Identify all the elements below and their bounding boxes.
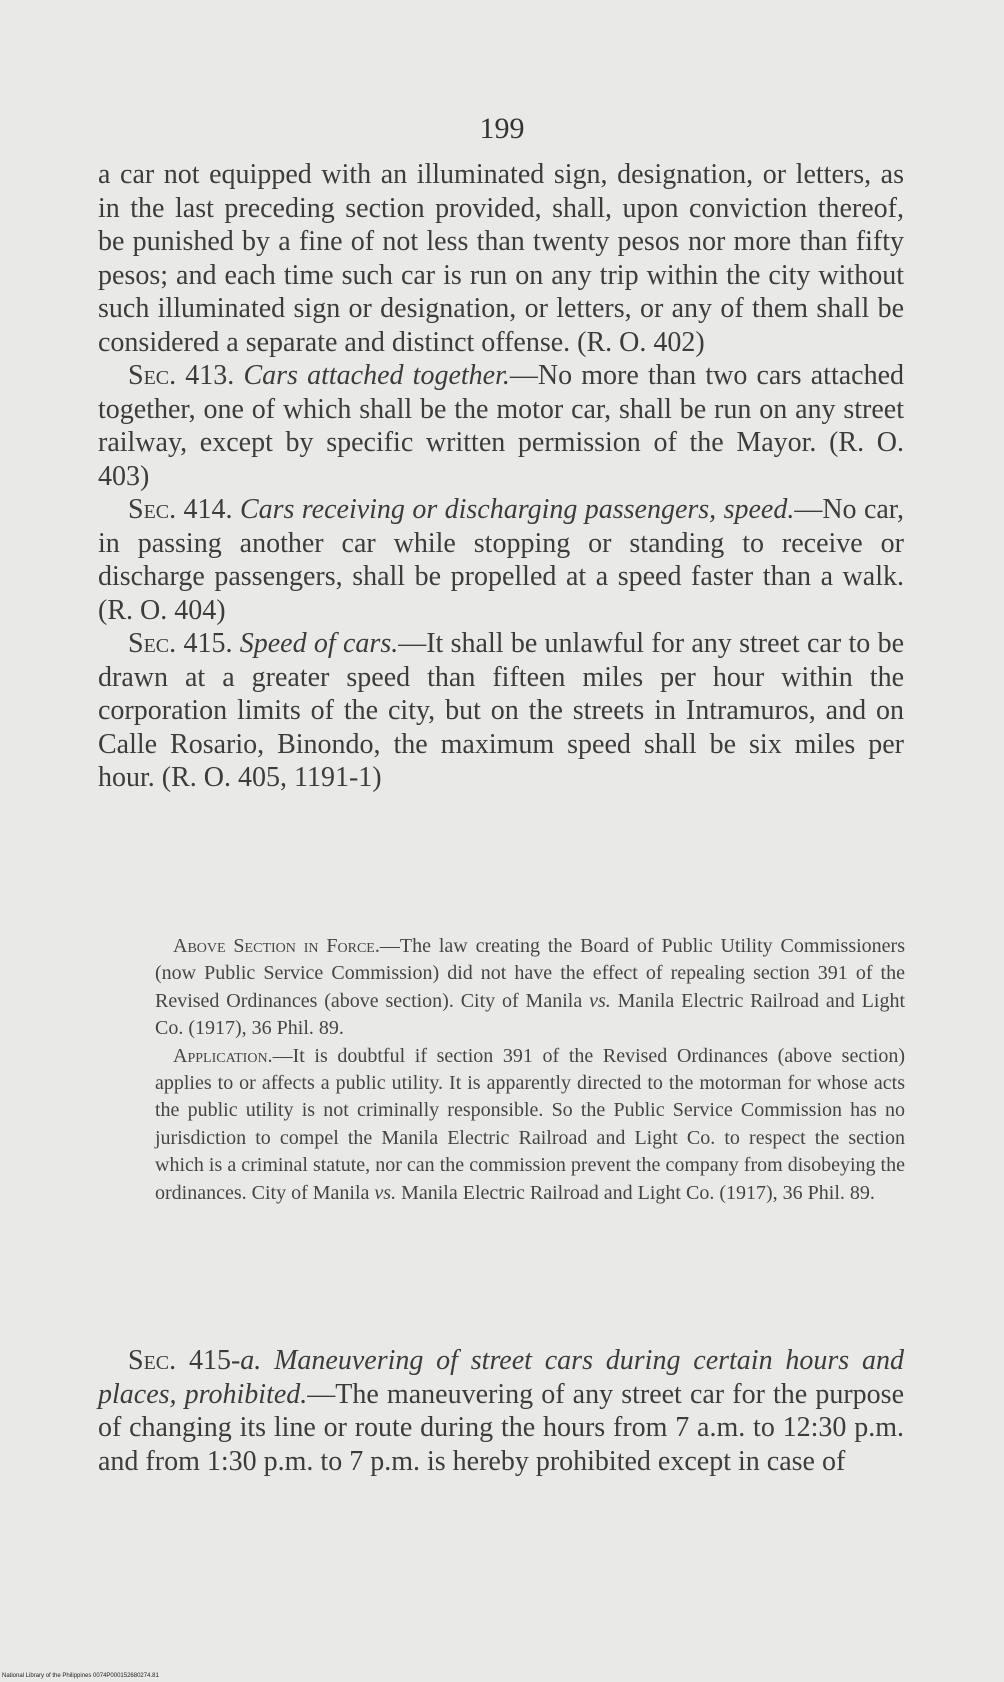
annotations: [155, 933, 905, 1207]
section-number: 414.: [176, 494, 240, 525]
section-label: Sec.: [128, 360, 177, 391]
annotation-vs: vs.: [374, 1181, 397, 1204]
section-heading: a. Maneuvering of street cars during certain hours and places, prohibited.: [98, 1345, 904, 1410]
main-text-bottom: [98, 1344, 904, 1478]
annotation-vs: vs.: [589, 989, 611, 1012]
section-413: [98, 359, 904, 493]
section-number: 415.: [176, 628, 240, 659]
annotation-above-section: [155, 933, 905, 1043]
section-label: Sec.: [128, 494, 177, 525]
main-text-top: [98, 158, 904, 795]
section-label: Sec.: [128, 628, 177, 659]
annotation-application: [155, 1043, 905, 1207]
annotation-text: Manila Electric Railroad and Light Co. (1917), 36 Phil. 89.: [155, 989, 905, 1040]
annotation-label: Application.: [173, 1044, 273, 1067]
section-label: Sec.: [128, 1345, 177, 1376]
annotation-text: —The law creating the Board of Public Utility Commissioners (now Public Service Commission) did not have the effect of repealing section 391 of the Revised Ordinances (above section). City of Manila: [155, 935, 905, 1012]
section-heading: Speed of cars.: [239, 628, 399, 659]
annotation-text: Manila Electric Railroad and Light Co. (1917), 36 Phil. 89.: [396, 1181, 875, 1204]
section-body: —It shall be unlawful for any street car to be drawn at a greater speed than fifteen miles per hour within the corporation limits of the city, but on the streets in Intramuros, and on Calle Rosario, Binondo, the maximum speed shall be six miles per hour. (R. O. 405, 1191-1): [98, 628, 904, 793]
section-body: —No more than two cars attached together, one of which shall be the motor car, shall be run on any street railway, except by specific written permission of the Mayor. (R. O. 403): [98, 360, 905, 492]
section-heading: Cars attached together.: [243, 360, 510, 391]
section-number: 413.: [176, 360, 244, 391]
section-body: —No car, in passing another car while stopping or standing to receive or discharge passengers, shall be propelled at a speed faster than a walk. (R. O. 404): [98, 494, 904, 626]
section-415-a: [98, 1344, 904, 1478]
annotation-text: —It is doubtful if section 391 of the Revised Ordinances (above section) applies to or affects a public utility. It is apparently directed to the motorman for whose acts the public utility is not criminally responsible. So the Public Service Commission has no jurisdiction to compel the Manila Electric Railroad and Light Co. to respect the section which is a criminal statute, nor can the commission prevent the company from disobeying the ordinances. City of Manila: [155, 1044, 905, 1204]
section-heading: Cars receiving or discharging passengers, speed.: [239, 494, 795, 525]
paragraph-continuation: a car not equipped with an illuminated sign, designation, or letters, as in the last preceding section provided, shall, upon conviction thereof, be punished by a fine of not less than twenty pesos nor more than fifty pesos; and each time such car is run on any trip within the city without such illuminated sign or designation, or letters, or any of them shall be considered a separate and distinct offense. (R. O. 402): [98, 159, 904, 358]
section-414: [98, 493, 904, 627]
page-number: 199: [479, 112, 525, 145]
section-body: —The maneuvering of any street car for the purpose of changing its line or route during the hours from 7 a.m. to 12:30 p.m. and from 1:30 p.m. to 7 p.m. is hereby prohibited except in case of: [98, 1378, 904, 1477]
scan-credit: National Library of the Philippines 0074P000152680274.81: [2, 1673, 159, 1679]
section-415: [98, 627, 904, 795]
annotation-label: Above Section in Force.: [173, 935, 380, 957]
section-number: 415-: [176, 1345, 241, 1376]
